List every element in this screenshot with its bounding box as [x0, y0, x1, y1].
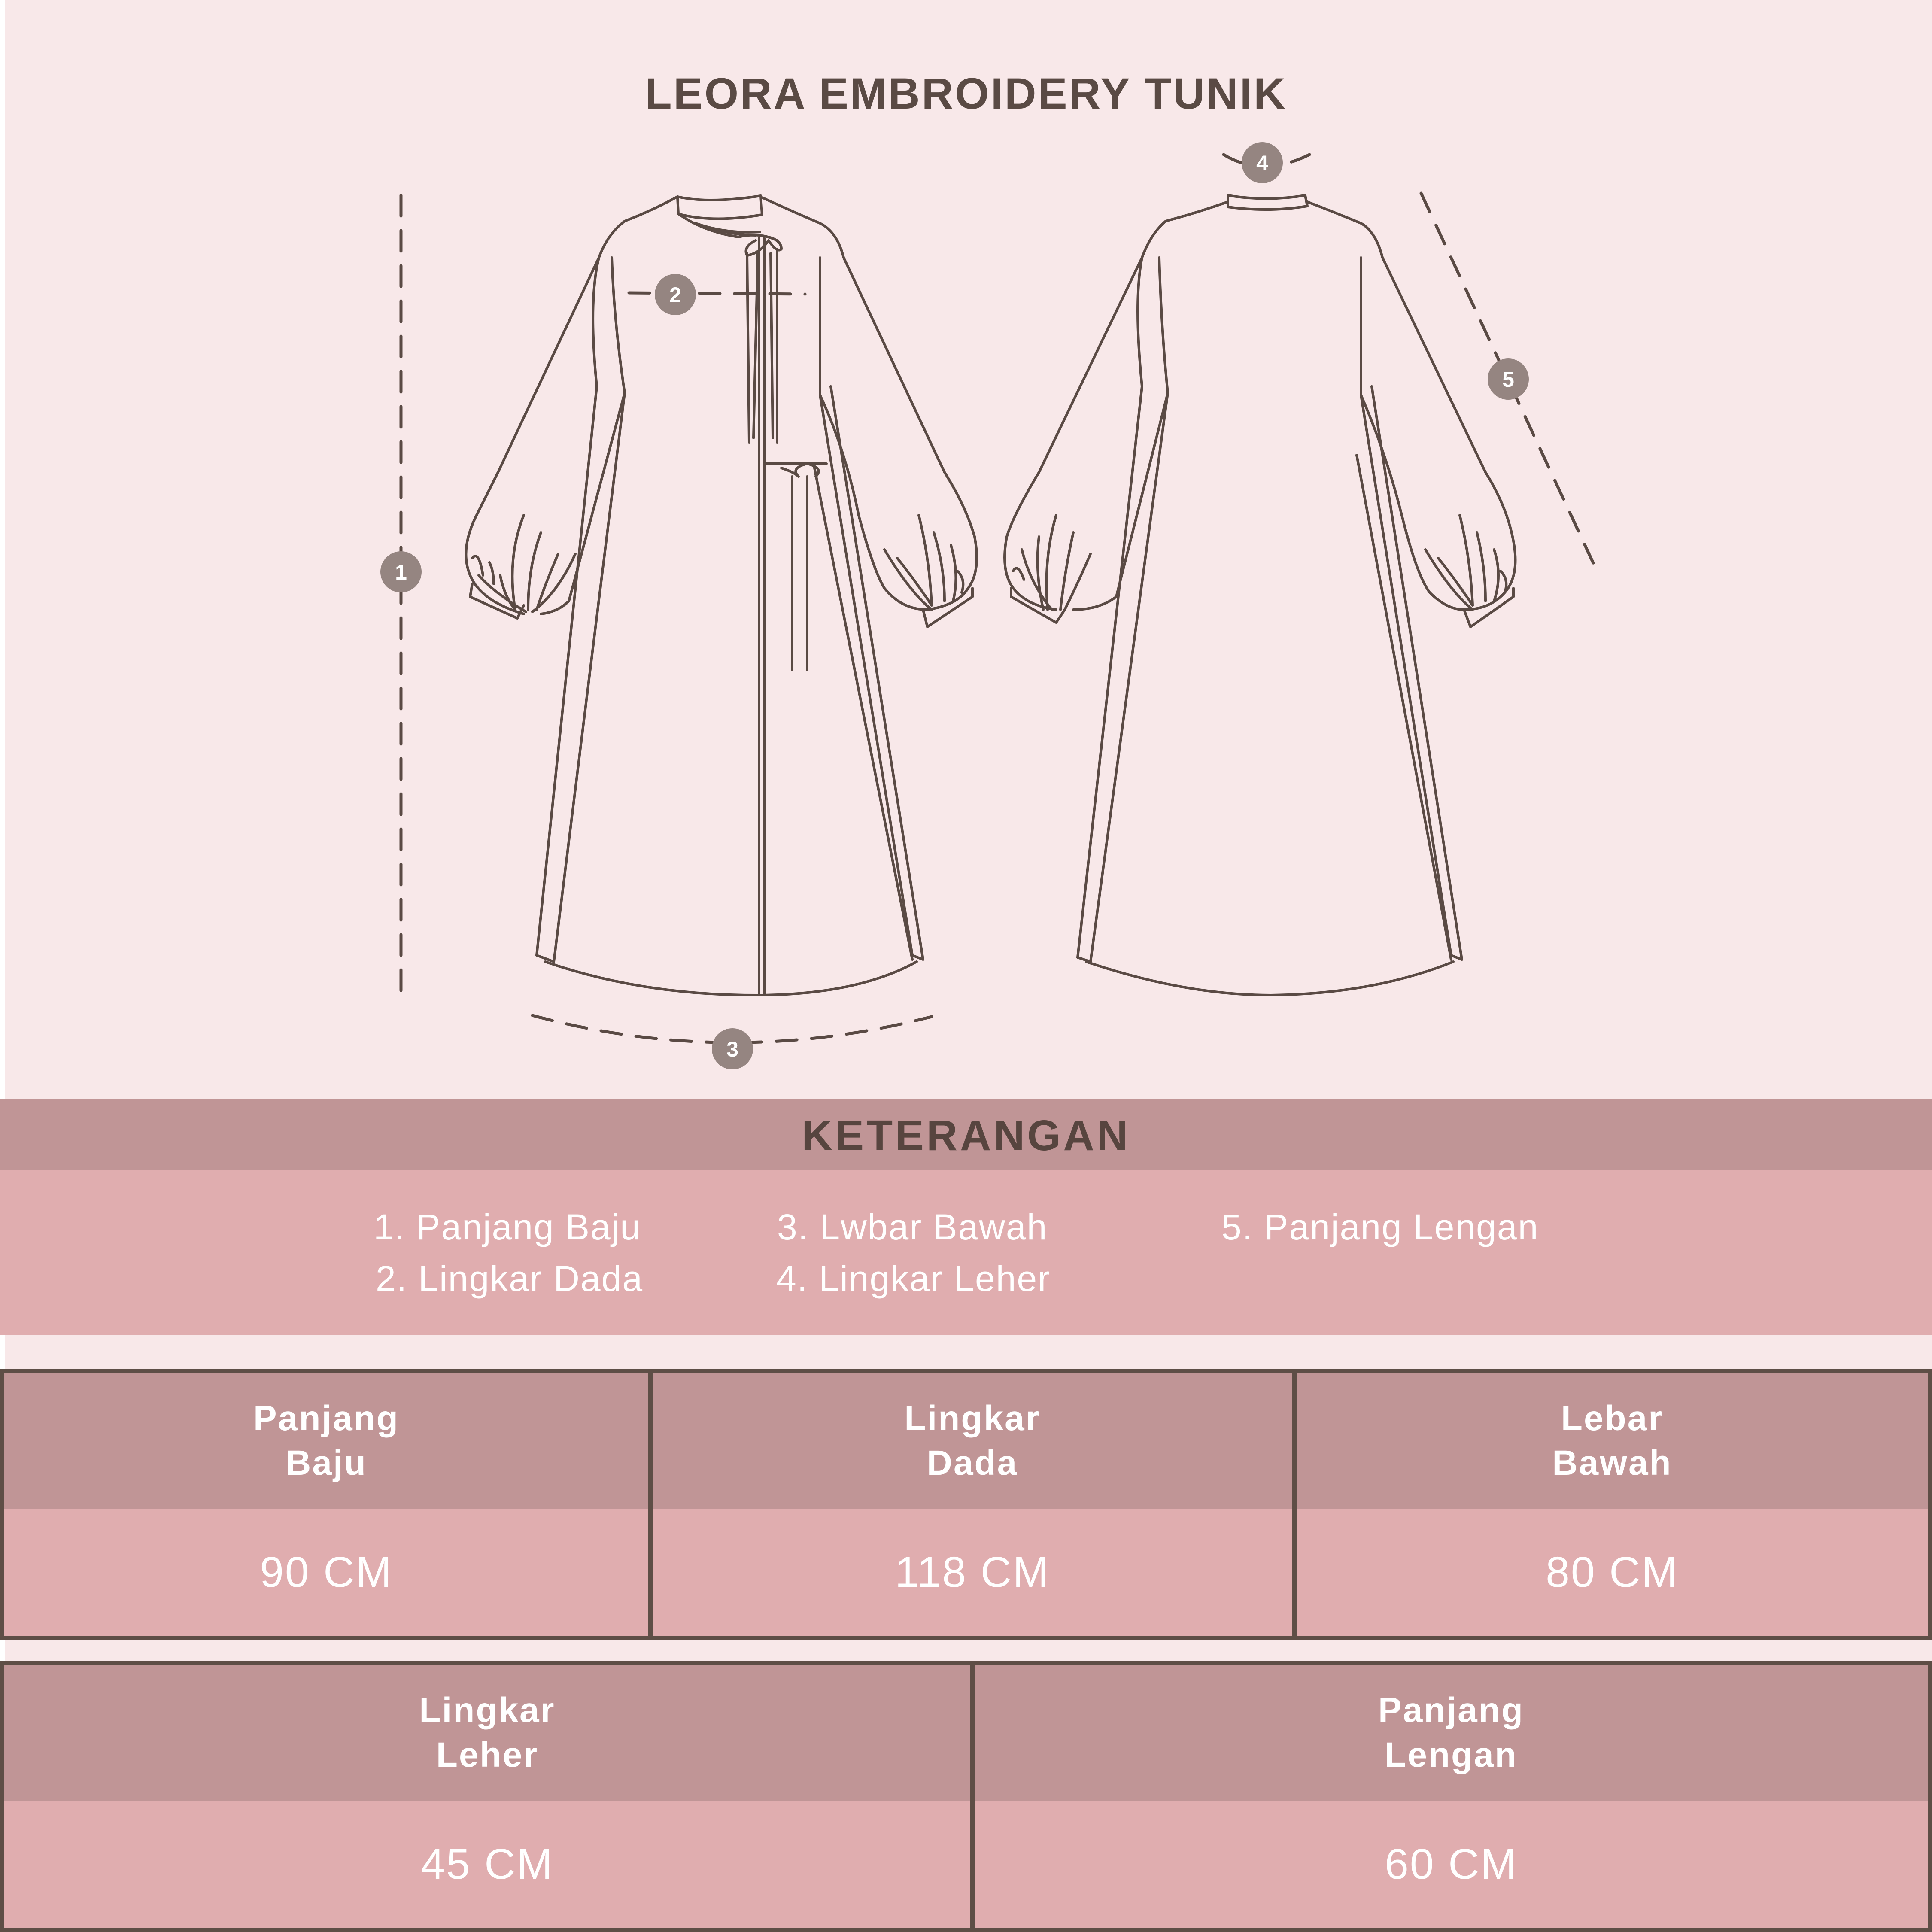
- legend-item-1: 1. Panjang Baju: [374, 1207, 641, 1247]
- marker-1: [380, 551, 422, 592]
- legend-body: [0, 1170, 1932, 1335]
- table-cell-lingkar-leher: [4, 1665, 970, 1928]
- marker-5: [1488, 358, 1529, 400]
- table-cell-lebar-bawah: [1292, 1373, 1928, 1636]
- legend-item-2: 2. Lingkar Dada: [376, 1258, 644, 1299]
- back-view-illustration: [1005, 195, 1516, 995]
- marker-2: [655, 274, 696, 315]
- header-line-1: Panjang: [253, 1399, 399, 1438]
- table-value: 45 CM: [4, 1801, 970, 1928]
- page-title: LEORA EMBROIDERY TUNIK: [645, 69, 1287, 118]
- marker-4: [1242, 142, 1283, 183]
- table-cell-panjang-lengan: [970, 1665, 1928, 1928]
- legend-item-5: 5. Panjang Lengan: [1221, 1207, 1539, 1247]
- svg-text:2: 2: [669, 283, 681, 307]
- table-header: [4, 1665, 970, 1801]
- header-line-2: Leher: [436, 1735, 539, 1774]
- measure-lines: [401, 155, 1595, 1042]
- table-header: [1297, 1373, 1928, 1509]
- legend-title: KETERANGAN: [802, 1112, 1130, 1160]
- svg-text:3: 3: [726, 1037, 738, 1061]
- header-line-2: Dada: [927, 1443, 1018, 1482]
- size-table-2: [0, 1661, 1932, 1932]
- svg-text:5: 5: [1502, 368, 1514, 392]
- size-table-1: [0, 1369, 1932, 1640]
- header-line-1: Lingkar: [904, 1399, 1041, 1438]
- header-line-1: Lebar: [1561, 1399, 1664, 1438]
- table-value: 60 CM: [975, 1801, 1928, 1928]
- header-line-2: Bawah: [1552, 1443, 1672, 1482]
- legend-item-3: 3. Lwbar Bawah: [777, 1207, 1048, 1247]
- legend-item-4: 4. Lingkar Leher: [776, 1258, 1051, 1299]
- header-line-2: Lengan: [1385, 1735, 1518, 1774]
- table-value: 80 CM: [1297, 1509, 1928, 1636]
- header-line-2: Baju: [286, 1443, 367, 1482]
- table-value: 90 CM: [4, 1509, 648, 1636]
- table-cell-lingkar-dada: [648, 1373, 1292, 1636]
- header-line-1: Lingkar: [419, 1691, 556, 1730]
- front-view-illustration: [466, 196, 977, 995]
- table-cell-panjang-baju: [4, 1373, 648, 1636]
- table-header: [4, 1373, 648, 1509]
- svg-text:1: 1: [395, 560, 407, 584]
- marker-3: [712, 1028, 753, 1069]
- table-value: 118 CM: [653, 1509, 1292, 1636]
- table-header: [975, 1665, 1928, 1801]
- table-header: [653, 1373, 1292, 1509]
- svg-text:4: 4: [1256, 151, 1268, 175]
- header-line-1: Panjang: [1378, 1691, 1524, 1730]
